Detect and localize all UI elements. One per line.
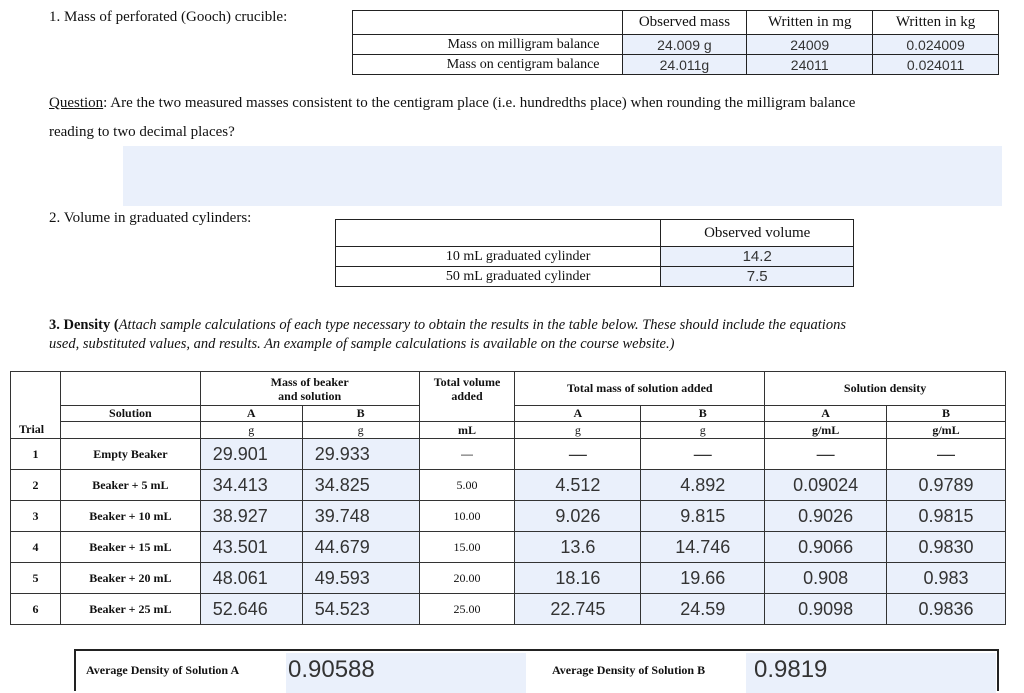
- volume-value: 15.00: [419, 532, 515, 563]
- header-b: B: [302, 406, 419, 422]
- crucible-mass-table: [352, 10, 999, 75]
- answer-field[interactable]: [123, 146, 1002, 206]
- row-label: 50 mL graduated cylinder: [336, 267, 661, 287]
- solution-name: Beaker + 5 mL: [60, 470, 200, 501]
- unit: g: [200, 422, 302, 439]
- header-density: Solution density: [765, 372, 1006, 406]
- section2-heading: 2. Volume in graduated cylinders:: [49, 210, 252, 226]
- mass-b-value[interactable]: 54.523: [302, 594, 419, 625]
- total-mass-a-value[interactable]: 18.16: [515, 563, 641, 594]
- table-row: [11, 501, 1006, 532]
- average-density-box: [74, 649, 999, 691]
- trial-number: 2: [11, 470, 61, 501]
- volume-value: —: [419, 439, 515, 470]
- header-trial: Trial: [11, 422, 61, 439]
- total-mass-a-value[interactable]: 9.026: [515, 501, 641, 532]
- mass-b-value[interactable]: 34.825: [302, 470, 419, 501]
- density-a-value[interactable]: 0.9026: [765, 501, 887, 532]
- section3-heading: 3. Density (Attach sample calculations of each type necessary to obtain the results in the table below. These should include the equations used, substituted values, and results. An example of sample calculations is available on the course website.): [49, 317, 846, 352]
- header-mass-beaker: Mass of beaker and solution: [200, 372, 419, 406]
- solution-name: Beaker + 25 mL: [60, 594, 200, 625]
- trial-number: 1: [11, 439, 61, 470]
- header-solution: Solution: [60, 406, 200, 422]
- unit: mL: [419, 422, 515, 439]
- row-label: Mass on milligram balance: [353, 35, 623, 55]
- question-text: : Are the two measured masses consistent to the centigram place (i.e. hundredths place) when rounding the milligram balance: [103, 95, 856, 111]
- unit: g/mL: [765, 422, 887, 439]
- table-row: [11, 532, 1006, 563]
- col-written-mg: Written in mg: [747, 11, 873, 35]
- density-b-value[interactable]: 0.9836: [887, 594, 1006, 625]
- volume-table: [335, 219, 854, 287]
- volume-value[interactable]: 14.2: [661, 247, 854, 267]
- mass-b-value[interactable]: 39.748: [302, 501, 419, 532]
- observed-mass-value[interactable]: 24.009 g: [622, 35, 747, 55]
- trial-number: 6: [11, 594, 61, 625]
- density-b-value[interactable]: 0.9815: [887, 501, 1006, 532]
- mg-value[interactable]: 24009: [747, 35, 873, 55]
- header-total-volume: Total volume added: [419, 372, 515, 406]
- volume-value[interactable]: 7.5: [661, 267, 854, 287]
- avg-b-label: Average Density of Solution B: [552, 663, 706, 677]
- mass-a-value[interactable]: 48.061: [200, 563, 302, 594]
- total-mass-a-value[interactable]: 22.745: [515, 594, 641, 625]
- mass-b-value[interactable]: 44.679: [302, 532, 419, 563]
- header-a: A: [765, 406, 887, 422]
- solution-name: Beaker + 15 mL: [60, 532, 200, 563]
- trial-number: 4: [11, 532, 61, 563]
- total-mass-a-value[interactable]: —: [515, 439, 641, 470]
- section1-heading: 1. Mass of perforated (Gooch) crucible:: [49, 9, 288, 25]
- table-row: [11, 439, 1006, 470]
- table-row: [11, 470, 1006, 501]
- question-label: Question: [49, 95, 104, 111]
- col-observed-volume: Observed volume: [661, 220, 854, 247]
- question: [49, 95, 1009, 112]
- avg-a-value[interactable]: 0.90588: [286, 653, 526, 693]
- trial-number: 5: [11, 563, 61, 594]
- density-a-value[interactable]: 0.9098: [765, 594, 887, 625]
- unit: g: [641, 422, 765, 439]
- density-a-value[interactable]: 0.9066: [765, 532, 887, 563]
- unit: g: [302, 422, 419, 439]
- mass-b-value[interactable]: 29.933: [302, 439, 419, 470]
- density-a-value[interactable]: 0.09024: [765, 470, 887, 501]
- question-text-line2: reading to two decimal places?: [49, 124, 235, 140]
- unit: g/mL: [887, 422, 1006, 439]
- header-total-mass: Total mass of solution added: [515, 372, 765, 406]
- density-b-value[interactable]: 0.983: [887, 563, 1006, 594]
- avg-b-value[interactable]: 0.9819: [746, 653, 996, 693]
- total-mass-b-value[interactable]: 19.66: [641, 563, 765, 594]
- density-a-value[interactable]: —: [765, 439, 887, 470]
- avg-a-label: Average Density of Solution A: [86, 663, 240, 677]
- total-mass-b-value[interactable]: 9.815: [641, 501, 765, 532]
- mass-a-value[interactable]: 52.646: [200, 594, 302, 625]
- total-mass-b-value[interactable]: 24.59: [641, 594, 765, 625]
- volume-value: 20.00: [419, 563, 515, 594]
- volume-value: 10.00: [419, 501, 515, 532]
- volume-value: 5.00: [419, 470, 515, 501]
- table-row: [11, 594, 1006, 625]
- col-observed-mass: Observed mass: [622, 11, 747, 35]
- mass-a-value[interactable]: 29.901: [200, 439, 302, 470]
- mass-a-value[interactable]: 34.413: [200, 470, 302, 501]
- volume-value: 25.00: [419, 594, 515, 625]
- mass-a-value[interactable]: 43.501: [200, 532, 302, 563]
- total-mass-b-value[interactable]: 4.892: [641, 470, 765, 501]
- col-written-kg: Written in kg: [873, 11, 999, 35]
- table-row: [11, 563, 1006, 594]
- mg-value[interactable]: 24011: [747, 55, 873, 75]
- kg-value[interactable]: 0.024009: [873, 35, 999, 55]
- total-mass-b-value[interactable]: —: [641, 439, 765, 470]
- total-mass-b-value[interactable]: 14.746: [641, 532, 765, 563]
- unit: g: [515, 422, 641, 439]
- density-b-value[interactable]: —: [887, 439, 1006, 470]
- solution-name: Beaker + 20 mL: [60, 563, 200, 594]
- trial-number: 3: [11, 501, 61, 532]
- solution-name: Empty Beaker: [60, 439, 200, 470]
- total-mass-a-value[interactable]: 13.6: [515, 532, 641, 563]
- mass-a-value[interactable]: 38.927: [200, 501, 302, 532]
- observed-mass-value[interactable]: 24.011g: [622, 55, 747, 75]
- total-mass-a-value[interactable]: 4.512: [515, 470, 641, 501]
- row-label: Mass on centigram balance: [353, 55, 623, 75]
- header-b: B: [887, 406, 1006, 422]
- row-label: 10 mL graduated cylinder: [336, 247, 661, 267]
- density-b-value[interactable]: 0.9830: [887, 532, 1006, 563]
- header-b: B: [641, 406, 765, 422]
- header-a: A: [515, 406, 641, 422]
- density-b-value[interactable]: 0.9789: [887, 470, 1006, 501]
- mass-b-value[interactable]: 49.593: [302, 563, 419, 594]
- density-table: [10, 371, 1006, 625]
- density-a-value[interactable]: 0.908: [765, 563, 887, 594]
- header-a: A: [200, 406, 302, 422]
- kg-value[interactable]: 0.024011: [873, 55, 999, 75]
- solution-name: Beaker + 10 mL: [60, 501, 200, 532]
